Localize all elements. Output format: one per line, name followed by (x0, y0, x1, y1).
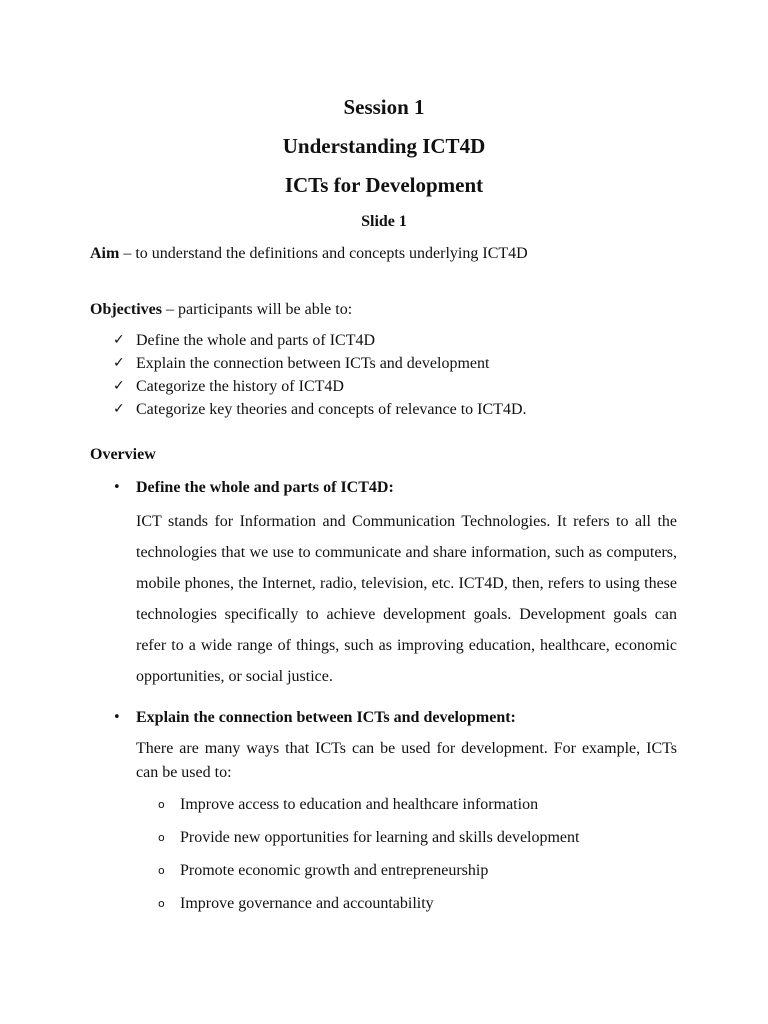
objective-item (113, 398, 527, 421)
objective-text: Explain the connection between ICTs and development (136, 355, 490, 372)
bullet-icon: • (113, 480, 121, 495)
overview-heading: Overview (90, 446, 156, 463)
list-item (158, 793, 579, 826)
objective-item (113, 352, 527, 375)
objectives-list (113, 329, 527, 421)
section-paragraph: ICT stands for Information and Communication Technologies. It refers to all the technologies that we use to communicate and share information, such as computers, mobile phones, the Internet, radio, television, etc. ICT4D, then, refers to using these technologies specifically to achieve development goals. Development goals can refer to a wide range of things, such as improving education, healthcare, economic opportunities, or social justice. (136, 513, 677, 685)
circle-bullet-icon: o (158, 798, 165, 811)
checkmark-icon: ✓ (113, 378, 125, 394)
objective-text: Define the whole and parts of ICT4D (136, 332, 376, 349)
aim-line (90, 242, 528, 266)
objective-item (113, 329, 527, 352)
list-item-text: Provide new opportunities for learning and skills development (180, 829, 580, 846)
list-item-text: Improve access to education and healthcare information (180, 796, 539, 813)
objectives-line (90, 298, 352, 322)
objective-text: Categorize the history of ICT4D (136, 378, 344, 395)
objectives-text: – participants will be able to: (161, 301, 353, 318)
section-heading-text: Define the whole and parts of ICT4D: (136, 479, 394, 496)
list-item-text: Improve governance and accountability (180, 895, 434, 912)
objective-item (113, 375, 527, 398)
circle-bullet-icon: o (158, 897, 165, 910)
checkmark-icon: ✓ (113, 401, 125, 417)
list-item-text: Promote economic growth and entrepreneurship (180, 862, 489, 879)
slide-label: Slide 1 (361, 213, 407, 230)
bullet-icon: • (113, 710, 121, 725)
checkmark-icon: ✓ (113, 332, 125, 348)
aim-label: Aim (90, 245, 120, 262)
circle-bullet-icon: o (158, 831, 165, 844)
session-heading: Session 1 (343, 95, 425, 119)
document-subtitle: ICTs for Development (284, 173, 484, 197)
list-item (158, 859, 579, 892)
objectives-label: Objectives (90, 301, 162, 318)
objective-text: Categorize key theories and concepts of relevance to ICT4D. (136, 401, 527, 418)
section-paragraph: There are many ways that ICTs can be used for development. For example, ICTs can be used to: (136, 740, 677, 781)
list-item (158, 892, 579, 925)
list-item (158, 826, 579, 859)
aim-text: – to understand the definitions and concepts underlying ICT4D (119, 245, 528, 262)
circle-bullet-icon: o (158, 864, 165, 877)
document-title: Understanding ICT4D (282, 134, 486, 158)
ict-uses-list (158, 793, 579, 925)
section-heading-text: Explain the connection between ICTs and development: (136, 709, 516, 726)
checkmark-icon: ✓ (113, 355, 125, 371)
